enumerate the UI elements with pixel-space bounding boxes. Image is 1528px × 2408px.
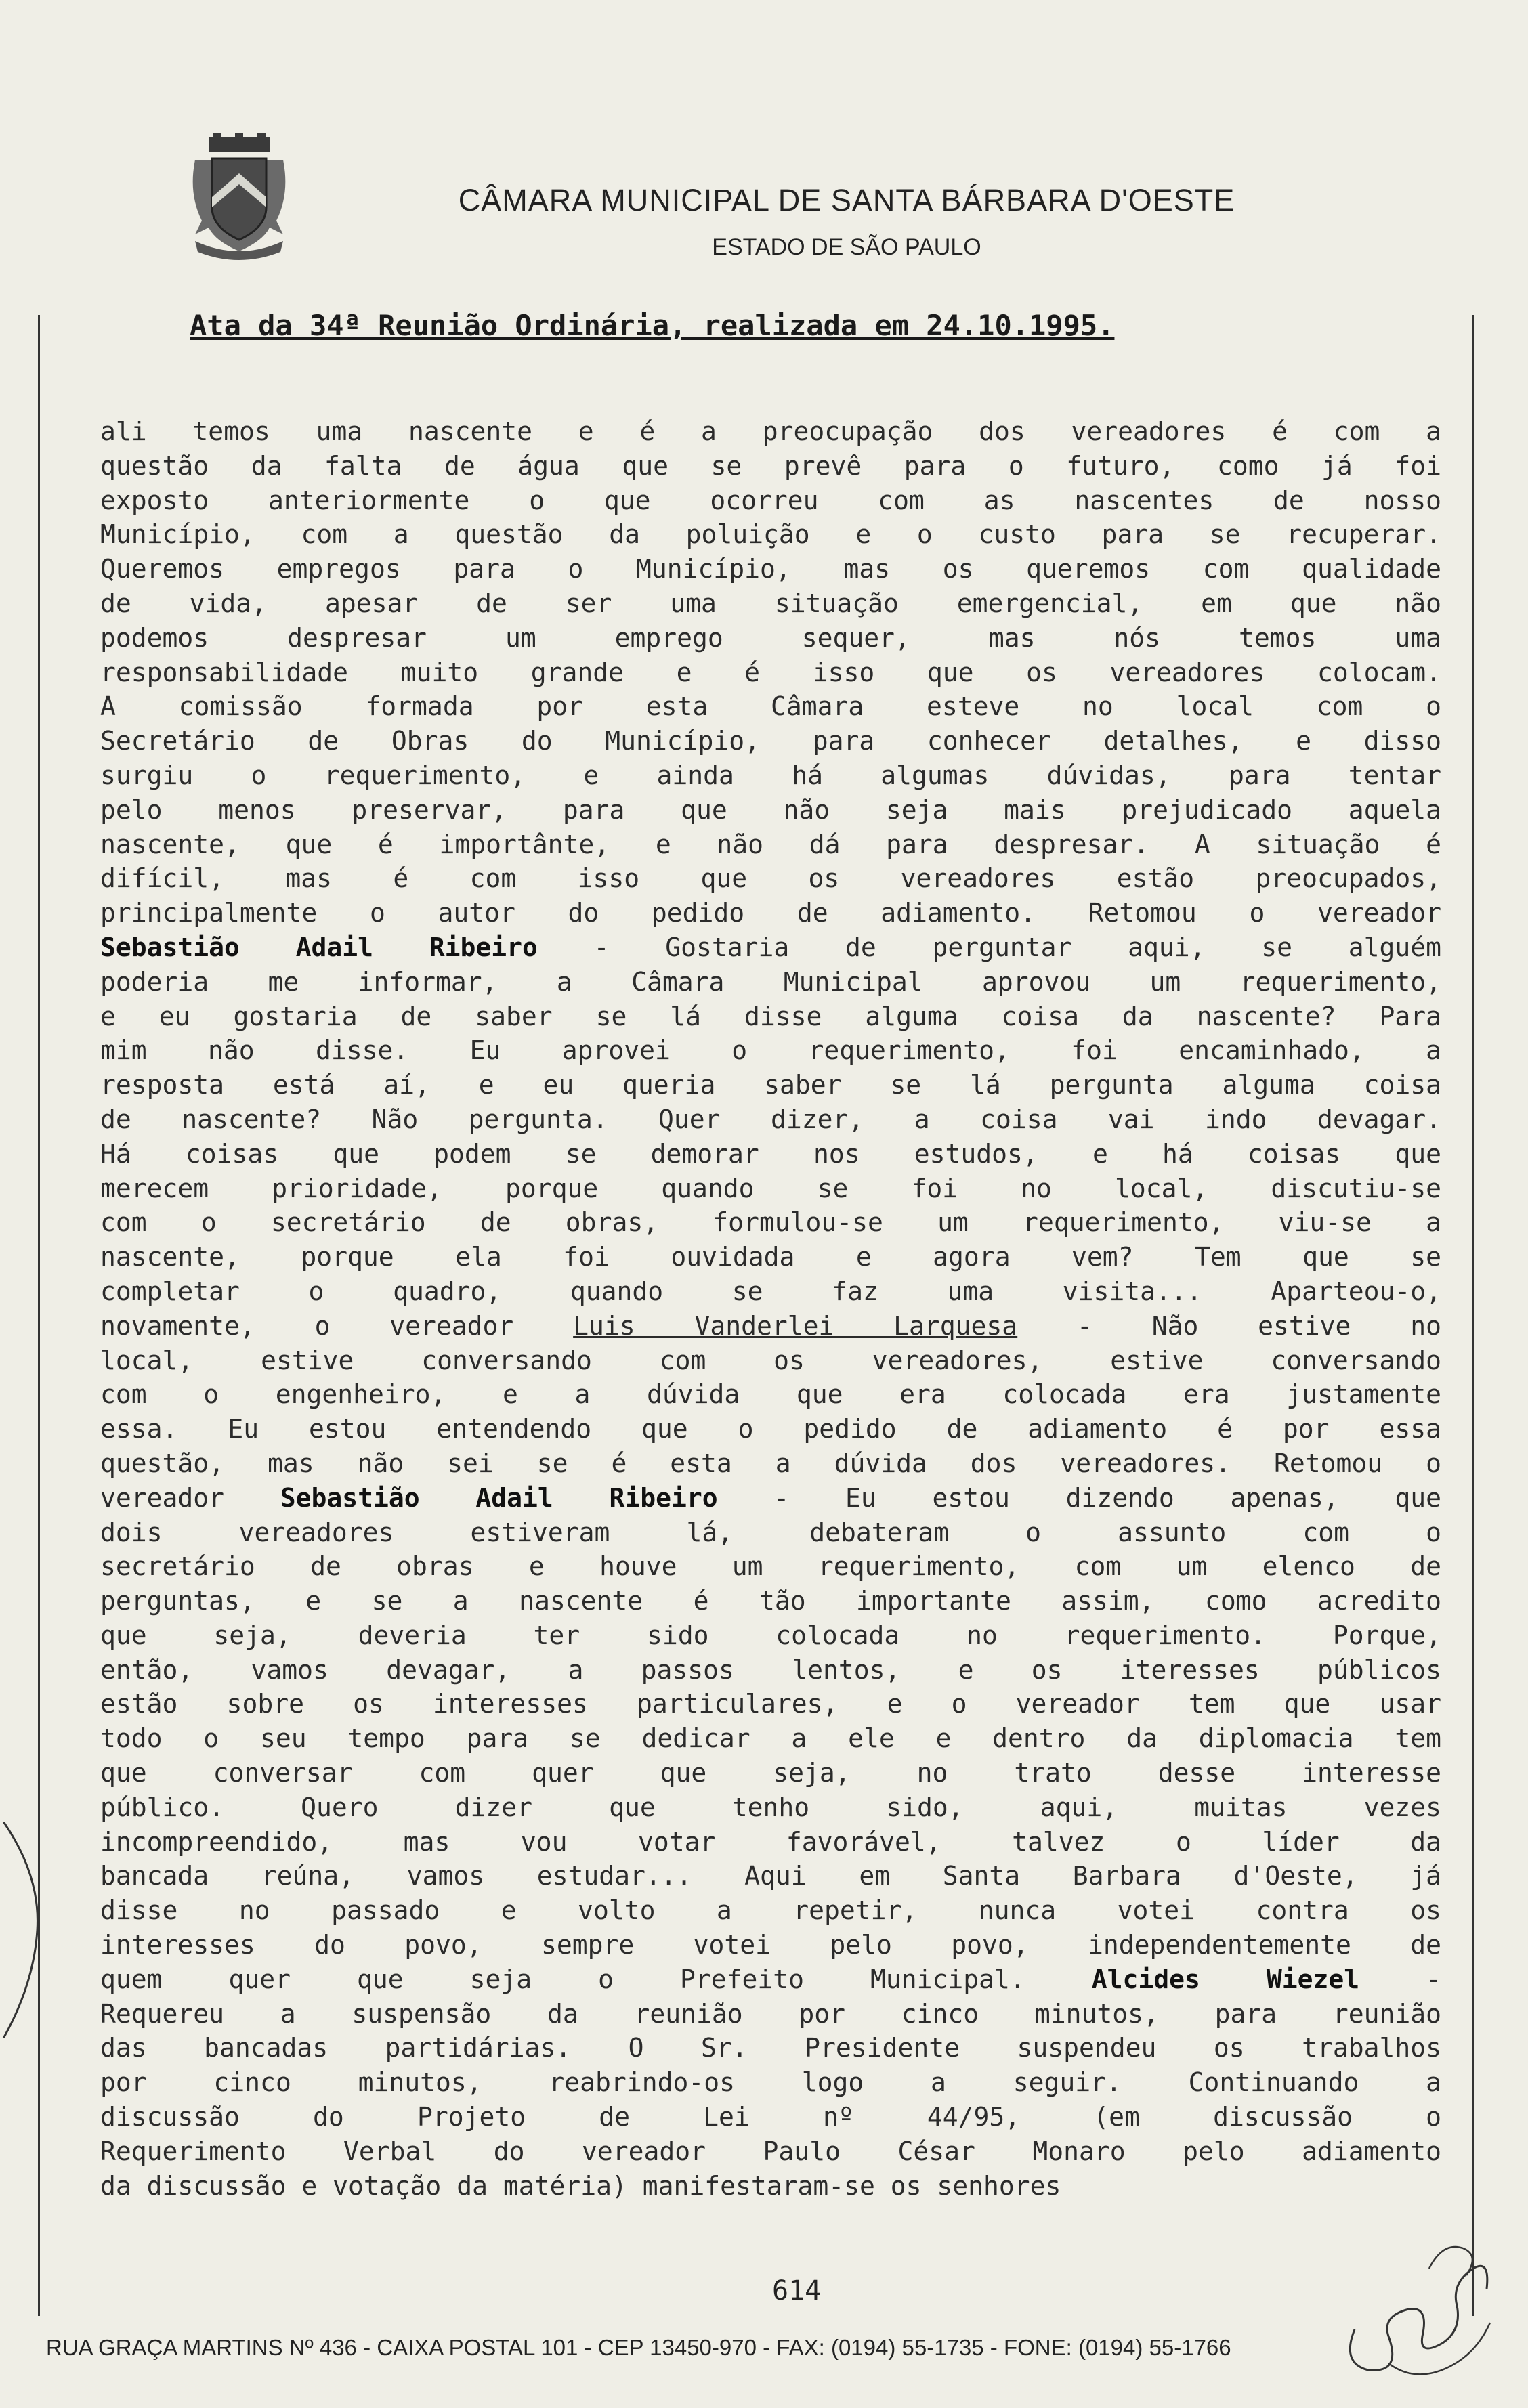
text-segment: bancada reúna, vamos estudar... Aqui em Santa Barbara d'Oeste, já bbox=[100, 1861, 1441, 1891]
text-segment: das bancadas partidárias. O Sr. Presidente suspendeu os trabalhos bbox=[100, 2033, 1441, 2063]
text-segment: - Não estive no bbox=[1017, 1310, 1441, 1341]
text-segment: que seja, deveria ter sido colocada no requerimento. Porque, bbox=[100, 1620, 1441, 1650]
text-line bbox=[100, 1274, 1441, 1309]
text-line bbox=[100, 1721, 1441, 1756]
text-segment: então, vamos devagar, a passos lentos, e os iteresses públicos bbox=[100, 1654, 1441, 1685]
text-segment: de vida, apesar de ser uma situação emergencial, em que não bbox=[100, 588, 1441, 618]
text-line bbox=[100, 414, 1441, 449]
text-line bbox=[100, 1584, 1441, 1618]
text-segment: podemos despresar um emprego sequer, mas nós temos uma bbox=[100, 622, 1441, 653]
text-segment: poderia me informar, a Câmara Municipal aprovou um requerimento, bbox=[100, 966, 1441, 997]
text-line bbox=[100, 793, 1441, 827]
text-segment: mim não disse. Eu aprovei o requerimento, foi encaminhado, a bbox=[100, 1035, 1441, 1066]
text-segment: Requerimento Verbal do vereador Paulo César Monaro pelo adiamento bbox=[100, 2136, 1441, 2166]
text-segment: responsabilidade muito grande e é isso que os vereadores colocam. bbox=[100, 657, 1441, 687]
text-segment: Queremos empregos para o Município, mas os queremos com qualidade bbox=[100, 554, 1441, 584]
text-segment: da discussão e votação da matéria) manifestaram-se os senhores bbox=[100, 2170, 1061, 2201]
text-segment: estão sobre os interesses particulares, e o vereador tem que usar bbox=[100, 1689, 1441, 1719]
text-line bbox=[100, 2134, 1441, 2169]
text-segment: A comissão formada por esta Câmara esteve no local com o bbox=[100, 691, 1441, 722]
text-segment: de nascente? Não pergunta. Quer dizer, a coisa vai indo devagar. bbox=[100, 1104, 1441, 1134]
text-line bbox=[100, 1653, 1441, 1687]
text-line bbox=[100, 1137, 1441, 1171]
text-line bbox=[100, 552, 1441, 586]
text-line bbox=[100, 2031, 1441, 2065]
text-line bbox=[100, 586, 1441, 621]
text-line bbox=[100, 1515, 1441, 1550]
text-segment: pelo menos preservar, para que não seja mais prejudicado aquela bbox=[100, 794, 1441, 825]
text-segment: com o engenheiro, e a dúvida que era colocada era justamente bbox=[100, 1379, 1441, 1410]
text-line bbox=[100, 930, 1441, 965]
text-line bbox=[100, 1240, 1441, 1274]
text-line bbox=[100, 1343, 1441, 1378]
speaker-name: Alcides Wiezel bbox=[1091, 1964, 1360, 1994]
text-segment: nascente, porque ela foi ouvidada e agora vem? Tem que se bbox=[100, 1242, 1441, 1272]
text-line bbox=[100, 861, 1441, 896]
text-segment: disse no passado e volto a repetir, nunca votei contra os bbox=[100, 1895, 1441, 1926]
text-line bbox=[100, 724, 1441, 758]
text-line bbox=[100, 621, 1441, 655]
text-segment: que conversar com quer que seja, no trato desse interesse bbox=[100, 1758, 1441, 1788]
text-line bbox=[100, 827, 1441, 862]
text-line bbox=[100, 1893, 1441, 1928]
text-segment: discussão do Projeto de Lei nº 44/95, (em discussão o bbox=[100, 2102, 1441, 2132]
page-number: 614 bbox=[772, 2275, 822, 2306]
text-line bbox=[100, 758, 1441, 793]
text-segment: e eu gostaria de saber se lá disse alguma coisa da nascente? Para bbox=[100, 1001, 1441, 1031]
text-segment: - Gostaria de perguntar aqui, se alguém bbox=[537, 932, 1441, 962]
text-line bbox=[100, 1618, 1441, 1653]
underlined-name: Luis Vanderlei Larquesa bbox=[573, 1310, 1018, 1341]
text-segment: vereador bbox=[100, 1482, 280, 1513]
text-segment: Município, com a questão da poluição e o custo para se recuperar. bbox=[100, 519, 1441, 550]
text-line bbox=[100, 1102, 1441, 1137]
text-line bbox=[100, 999, 1441, 1034]
margin-bracket-mark bbox=[0, 1822, 47, 2038]
text-line bbox=[100, 1997, 1441, 2031]
text-line bbox=[100, 965, 1441, 999]
text-segment: perguntas, e se a nascente é tão importante assim, como acredito bbox=[100, 1586, 1441, 1616]
text-line bbox=[100, 655, 1441, 690]
text-segment: secretário de obras e houve um requerimento, com um elenco de bbox=[100, 1551, 1441, 1582]
text-segment: surgiu o requerimento, e ainda há algumas dúvidas, para tentar bbox=[100, 760, 1441, 790]
coat-of-arms-icon bbox=[182, 133, 297, 261]
text-segment: questão, mas não sei se é esta a dúvida dos vereadores. Retomou o bbox=[100, 1448, 1441, 1478]
text-line bbox=[100, 1962, 1441, 1997]
text-line bbox=[100, 517, 1441, 552]
text-segment: todo o seu tempo para se dedicar a ele e dentro da diplomacia tem bbox=[100, 1723, 1441, 1754]
text-line bbox=[100, 1928, 1441, 1962]
text-segment: público. Quero dizer que tenho sido, aqui, muitas vezes bbox=[100, 1792, 1441, 1822]
text-segment: essa. Eu estou entendendo que o pedido de adiamento é por essa bbox=[100, 1414, 1441, 1444]
text-line bbox=[100, 689, 1441, 724]
text-line bbox=[100, 1825, 1441, 1859]
text-line bbox=[100, 1171, 1441, 1206]
text-line bbox=[100, 1859, 1441, 1893]
text-segment: completar o quadro, quando se faz uma visita... Aparteou-o, bbox=[100, 1276, 1441, 1306]
text-segment: por cinco minutos, reabrindo-os logo a seguir. Continuando a bbox=[100, 2067, 1441, 2098]
text-line bbox=[100, 1412, 1441, 1446]
text-segment: principalmente o autor do pedido de adiamento. Retomou o vereador bbox=[100, 898, 1441, 928]
text-segment: interesses do povo, sempre votei pelo povo, independentemente de bbox=[100, 1930, 1441, 1960]
text-segment: novamente, o vereador bbox=[100, 1310, 574, 1341]
speaker-name: Sebastião Adail Ribeiro bbox=[280, 1482, 718, 1513]
text-segment: com o secretário de obras, formulou-se um requerimento, viu-se a bbox=[100, 1207, 1441, 1238]
right-margin-rule bbox=[1472, 315, 1474, 2316]
text-segment: incompreendido, mas vou votar favorável, talvez o líder da bbox=[100, 1826, 1441, 1857]
text-segment: - bbox=[1359, 1964, 1442, 1994]
text-line bbox=[100, 2065, 1441, 2100]
text-line bbox=[100, 2100, 1441, 2134]
text-line bbox=[100, 1033, 1441, 1068]
text-line bbox=[100, 1446, 1441, 1481]
text-line bbox=[100, 1068, 1441, 1102]
text-segment: Secretário de Obras do Município, para conhecer detalhes, e disso bbox=[100, 726, 1441, 756]
text-segment: Requereu a suspensão da reunião por cinco minutos, para reunião bbox=[100, 1998, 1441, 2029]
text-line bbox=[100, 449, 1441, 483]
text-line bbox=[100, 1377, 1441, 1412]
text-segment: Há coisas que podem se demorar nos estudos, e há coisas que bbox=[100, 1138, 1441, 1169]
text-line bbox=[100, 2169, 1441, 2203]
text-segment: - Eu estou dizendo apenas, que bbox=[717, 1482, 1442, 1513]
text-segment: difícil, mas é com isso que os vereadores estão preocupados, bbox=[100, 863, 1441, 894]
minutes-body bbox=[100, 414, 1441, 2203]
institution-name: CÂMARA MUNICIPAL DE SANTA BÁRBARA D'OESTE bbox=[458, 183, 1235, 217]
text-segment: questão da falta de água que se prevê para o futuro, como já foi bbox=[100, 450, 1441, 481]
text-segment: local, estive conversando com os vereadores, estive conversando bbox=[100, 1345, 1441, 1375]
text-line bbox=[100, 1309, 1441, 1343]
text-segment: merecem prioridade, porque quando se foi no local, discutiu-se bbox=[100, 1173, 1441, 1203]
text-line bbox=[100, 1481, 1441, 1515]
footer-address: RUA GRAÇA MARTINS Nº 436 - CAIXA POSTAL 101 - CEP 13450-970 - FAX: (0194) 55-1735 - FONE: (0194) 55-1766 bbox=[46, 2335, 1231, 2360]
text-line bbox=[100, 1790, 1441, 1825]
document-title: Ata da 34ª Reunião Ordinária, realizada em 24.10.1995. bbox=[190, 309, 1115, 342]
state-name: ESTADO DE SÃO PAULO bbox=[712, 234, 981, 260]
text-line bbox=[100, 1205, 1441, 1240]
text-line bbox=[100, 1549, 1441, 1584]
text-line bbox=[100, 1687, 1441, 1721]
speaker-name: Sebastião Adail Ribeiro bbox=[100, 932, 538, 962]
text-segment: resposta está aí, e eu queria saber se lá pergunta alguma coisa bbox=[100, 1070, 1441, 1100]
text-line bbox=[100, 483, 1441, 518]
text-line bbox=[100, 896, 1441, 930]
text-segment: nascente, que é importânte, e não dá para despresar. A situação é bbox=[100, 829, 1441, 859]
text-segment: ali temos uma nascente e é a preocupação dos vereadores é com a bbox=[100, 416, 1441, 446]
text-segment: exposto anteriormente o que ocorreu com as nascentes de nosso bbox=[100, 485, 1441, 515]
text-segment: dois vereadores estiveram lá, debateram o assunto com o bbox=[100, 1517, 1441, 1547]
text-segment: quem quer que seja o Prefeito Municipal. bbox=[100, 1964, 1092, 1994]
text-line bbox=[100, 1756, 1441, 1790]
